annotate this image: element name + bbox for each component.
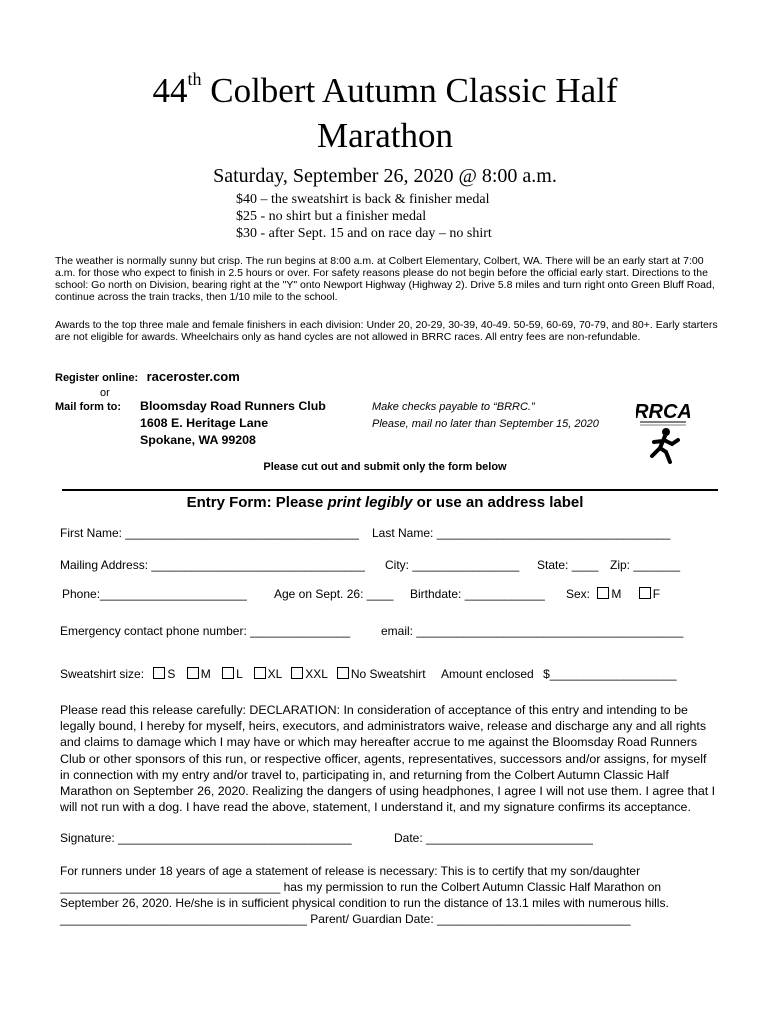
event-title-line2: Marathon	[316, 116, 454, 155]
price-line: $25 - no shirt but a finisher medal	[236, 209, 427, 224]
sex-m-checkbox[interactable]	[597, 587, 609, 599]
release-date-field[interactable]: Date: _________________________	[394, 831, 593, 845]
cut-line	[62, 489, 718, 491]
checks-payable: Make checks payable to “BRRC.”	[372, 401, 535, 413]
sweatshirt-size-label: Sweatshirt size:	[60, 667, 145, 681]
rrca-logo	[636, 396, 690, 466]
signature-field[interactable]: Signature: ___________________________________	[60, 831, 352, 845]
size-label: No Sweatshirt	[350, 667, 426, 681]
minor-release-line: September 26, 2020. He/she is in sufficient physical condition to run the distance of 13.1 miles with numerous hills.	[60, 896, 669, 910]
first-name-field[interactable]: First Name: ___________________________________	[60, 526, 359, 540]
city-field[interactable]: City: ________________	[385, 558, 520, 572]
sex-f-checkbox[interactable]	[639, 587, 651, 599]
svg-text:RRCA: RRCA	[636, 401, 690, 423]
mailing-address-field[interactable]: Mailing Address: ________________________________	[60, 558, 365, 572]
register-online-site[interactable]: raceroster.com	[146, 369, 240, 384]
price-line: $30 - after Sept. 15 and on race day – no shirt	[236, 226, 492, 241]
sex-m-label: M	[611, 587, 622, 601]
guardian-signature-field[interactable]: _____________________________________ Parent/ Guardian Date: _____________________________	[60, 912, 631, 926]
size-label: XL	[267, 667, 282, 681]
sex-f-label: F	[652, 587, 661, 601]
size-label: M	[200, 667, 211, 681]
sex-field	[566, 587, 660, 601]
event-title: 44th Colbert Autumn Classic Half	[152, 69, 618, 110]
amount-value: $___________________	[543, 667, 677, 681]
email-field[interactable]: email: ________________________________________	[381, 624, 684, 638]
phone-field[interactable]: Phone:______________________	[62, 587, 247, 601]
size-s-checkbox[interactable]	[153, 667, 165, 679]
cut-instruction: Please cut out and submit only the form below	[263, 461, 507, 473]
register-online	[55, 368, 240, 386]
no-sweatshirt-checkbox[interactable]	[337, 667, 349, 679]
size-m-checkbox[interactable]	[187, 667, 199, 679]
last-name-field[interactable]: Last Name: ___________________________________	[372, 526, 671, 540]
size-label: S	[167, 667, 176, 681]
club-city: Spokane, WA 99208	[140, 433, 256, 447]
awards-paragraph: Awards to the top three male and female finishers in each division: Under 20, 20-29, 30-39, 40-49. 50-59, 60-69, 70-79, and 80+. Early starters are not eligible for awards. Wheelchairs only as hand cycles are not allowed in BRRC races. All entry fees are non-refundable.	[55, 319, 718, 343]
age-field[interactable]: Age on Sept. 26: ____	[274, 587, 394, 601]
release-declaration: Please read this release carefully: DECLARATION: In consideration of acceptance of this entry and intending to be legally bound, I hereby for myself, heirs, executors, and administrators waive, release and discharge any and all rights and claims to damage which I may have or which may hereafter accrue to me against the Bloomsday Road Runners Club or other sponsors of this run, or respective officer, agents, representatives, successors and/or assigns, for myself in connection with my entry and/or travel to, participating in, and returning from the Colbert Autumn Classic Half Marathon on September 26, 2020. Realizing the dangers of using headphones, I agree I will not use them. I agree that I will not run with a dog. I have read the above, statement, I understand it, and my signature confirms its acceptance.	[60, 703, 716, 815]
club-name: Bloomsday Road Runners Club	[140, 399, 326, 413]
emergency-phone-field[interactable]: Emergency contact phone number: _______________	[60, 624, 351, 638]
entry-form-heading: Entry Form: Please print legibly or use an address label	[186, 494, 584, 511]
club-street: 1608 E. Heritage Lane	[140, 416, 269, 430]
amount-label: Amount enclosed	[441, 667, 534, 681]
amount-enclosed-field[interactable]	[441, 667, 677, 681]
size-label: XXL	[305, 667, 328, 681]
register-online-label: Register online:	[55, 372, 139, 384]
state-field[interactable]: State: ____	[537, 558, 599, 572]
or-text: or	[100, 387, 110, 399]
minor-name-field[interactable]: _________________________________ has my permission to run the Colbert Autumn Classic Half Marathon on	[60, 880, 662, 894]
event-date: Saturday, September 26, 2020 @ 8:00 a.m.	[213, 165, 557, 187]
race-info-paragraph: The weather is normally sunny but crisp. The run begins at 8:00 a.m. at Colbert Elementary, Colbert, WA. There will be an early start at 7:00 a.m. for those who expect to finish in 2.5 hours or over. For safety reasons please do not begin before the official early start. Directions to the school: Go north on Division, bearing right at the "Y" onto Newport Highway (Highway 2). Drive 5.8 miles and turn right onto Green Bluff Road, continue across the train tracks, then 1/10 mile to the school.	[55, 255, 715, 303]
size-l-checkbox[interactable]	[222, 667, 234, 679]
sweatshirt-size-row	[60, 667, 426, 681]
price-line: $40 – the sweatshirt is back & finisher medal	[236, 192, 490, 207]
zip-field[interactable]: Zip: _______	[610, 558, 681, 572]
size-xl-checkbox[interactable]	[254, 667, 266, 679]
sex-label: Sex:	[566, 587, 591, 601]
mail-form-label: Mail form to:	[55, 401, 121, 413]
birthdate-field[interactable]: Birthdate: ____________	[410, 587, 545, 601]
minor-release-line: For runners under 18 years of age a statement of release is necessary: This is to certify that my son/daughter	[60, 864, 641, 878]
size-xxl-checkbox[interactable]	[291, 667, 303, 679]
mail-deadline: Please, mail no later than September 15, 2020	[372, 418, 599, 430]
size-label: L	[236, 667, 243, 681]
